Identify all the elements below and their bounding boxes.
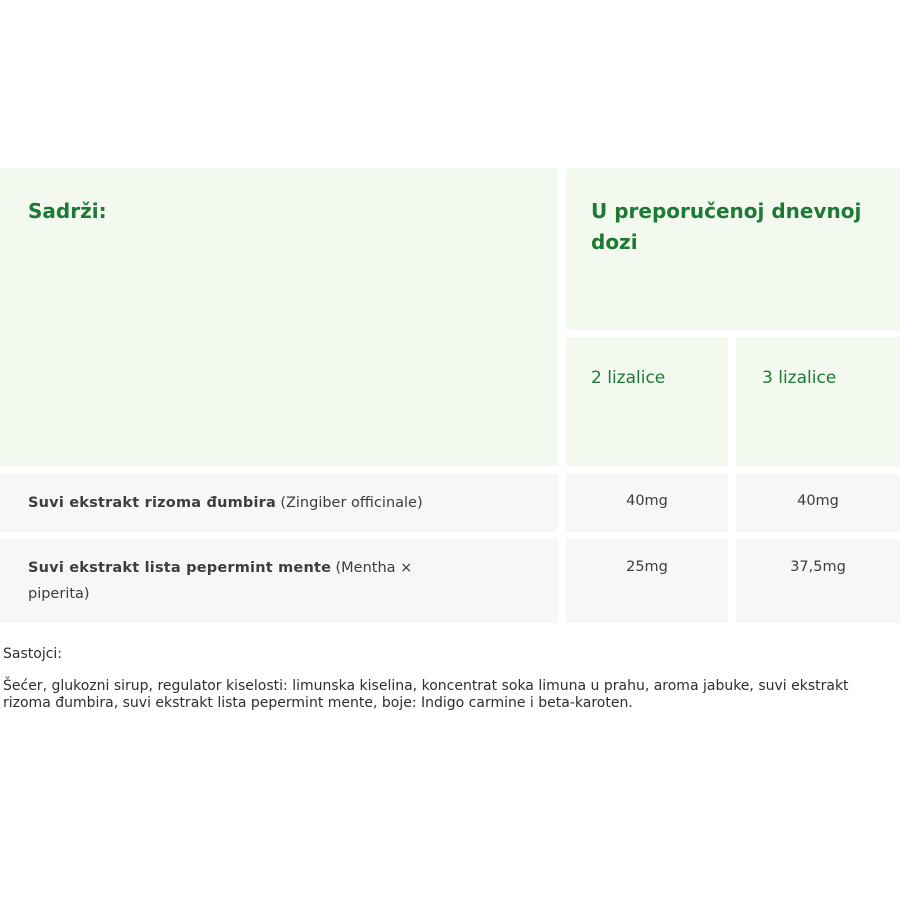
column-header-label: 3 lizalice — [762, 368, 837, 388]
column-header-3-lollipops — [736, 337, 900, 466]
ingredient-latin-name: (Zingiber officinale) — [280, 495, 423, 511]
table-row-2-value-3-cell — [736, 539, 900, 623]
daily-dose-header-cell — [566, 168, 900, 330]
ingredient-name: Suvi ekstrakt lista pepermint mente — [28, 560, 332, 576]
dose-value: 37,5mg — [790, 559, 846, 575]
contains-header-cell — [0, 168, 558, 466]
ingredients-text: Šećer, glukozni sirup, regulator kiselosti: limunska kiselina, koncentrat soka limuna u prahu, aroma jabuke, suvi ekstrakt rizoma đumbira, suvi ekstrakt lista pepermint mente, boje: Indigo carmine i beta-karoten. — [3, 678, 849, 711]
column-header-2-lollipops — [566, 337, 728, 466]
ingredients-label: Sastojci: — [3, 646, 63, 662]
daily-dose-header-label: U preporučenoj dnevnoj dozi — [591, 199, 862, 254]
ingredient-latin-name: (Mentha × piperita) — [28, 560, 413, 602]
dose-value: 25mg — [626, 559, 668, 575]
table-row-2-text — [28, 555, 428, 607]
column-header-label: 2 lizalice — [591, 368, 666, 388]
contains-header-label: Sadrži: — [28, 199, 107, 223]
dose-value: 40mg — [626, 493, 668, 509]
table-row-2-name-cell — [0, 539, 558, 623]
table-row-1-value-3-cell — [736, 474, 900, 532]
table-row-1-name-cell — [0, 474, 558, 532]
ingredient-name: Suvi ekstrakt rizoma đumbira — [28, 495, 276, 511]
table-row-1-text — [28, 490, 538, 516]
dose-value: 40mg — [797, 493, 839, 509]
table-row-1-value-2-cell — [566, 474, 728, 532]
table-row-2-value-2-cell — [566, 539, 728, 623]
